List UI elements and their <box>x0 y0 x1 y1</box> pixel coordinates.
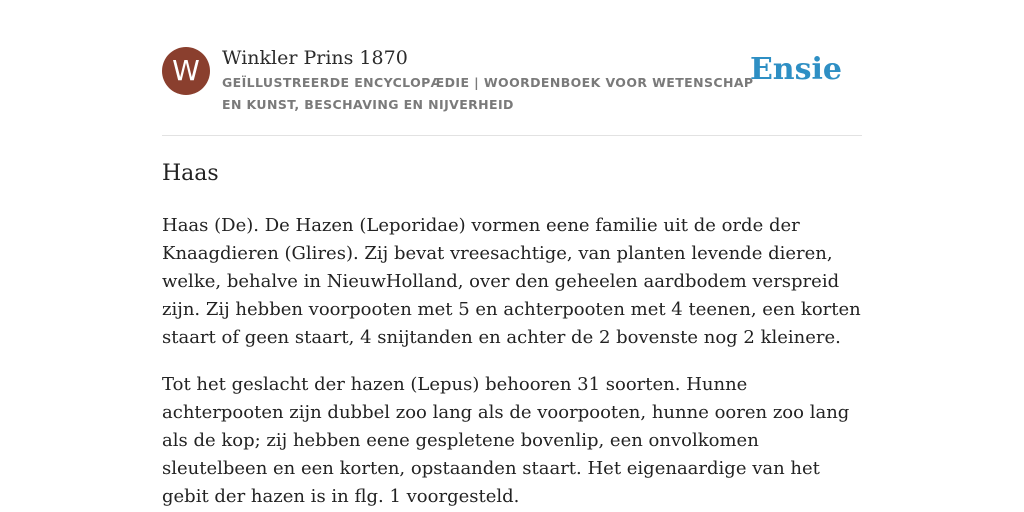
source-subtitle: GEÏLLUSTREERDE ENCYCLOPÆDIE | WOORDENBOEK VOOR WETENSCHAP EN KUNST, BESCHAVING EN NIJVERHEID <box>222 75 754 112</box>
source-avatar[interactable]: W <box>162 47 210 95</box>
entry-body <box>162 212 862 512</box>
ensie-logo-link[interactable]: Ensie <box>749 52 842 87</box>
source-title[interactable]: Winkler Prins 1870 <box>222 47 408 69</box>
entry-paragraph: Tot het geslacht der hazen (Lepus) behooren 31 soorten. Hunne achterpooten zijn dubbel zoo lang als de voorpooten, hunne ooren zoo lang als de kop; zij hebben eene gespletene bovenlip, een onvolkomen sleutelbeen en een korten, opstaanden staart. Het eigenaardige van het gebit der hazen is in flg. 1 voorgesteld. <box>162 374 850 507</box>
source-header <box>162 0 862 136</box>
entry-title: Haas <box>162 161 219 186</box>
page-container <box>162 0 862 507</box>
entry-paragraph: Haas (De). De Hazen (Leporidae) vormen eene familie uit de orde der Knaagdieren (Glires). Zij bevat vreesachtige, van planten levende dieren, welke, behalve in NieuwHolland, over den geheelen aardbodem verspreid zijn. Zij hebben voorpooten met 5 en achterpooten met 4 teenen, een korten staart of geen staart, 4 snijtanden en achter de 2 bovenste nog 2 kleinere. <box>162 215 861 348</box>
